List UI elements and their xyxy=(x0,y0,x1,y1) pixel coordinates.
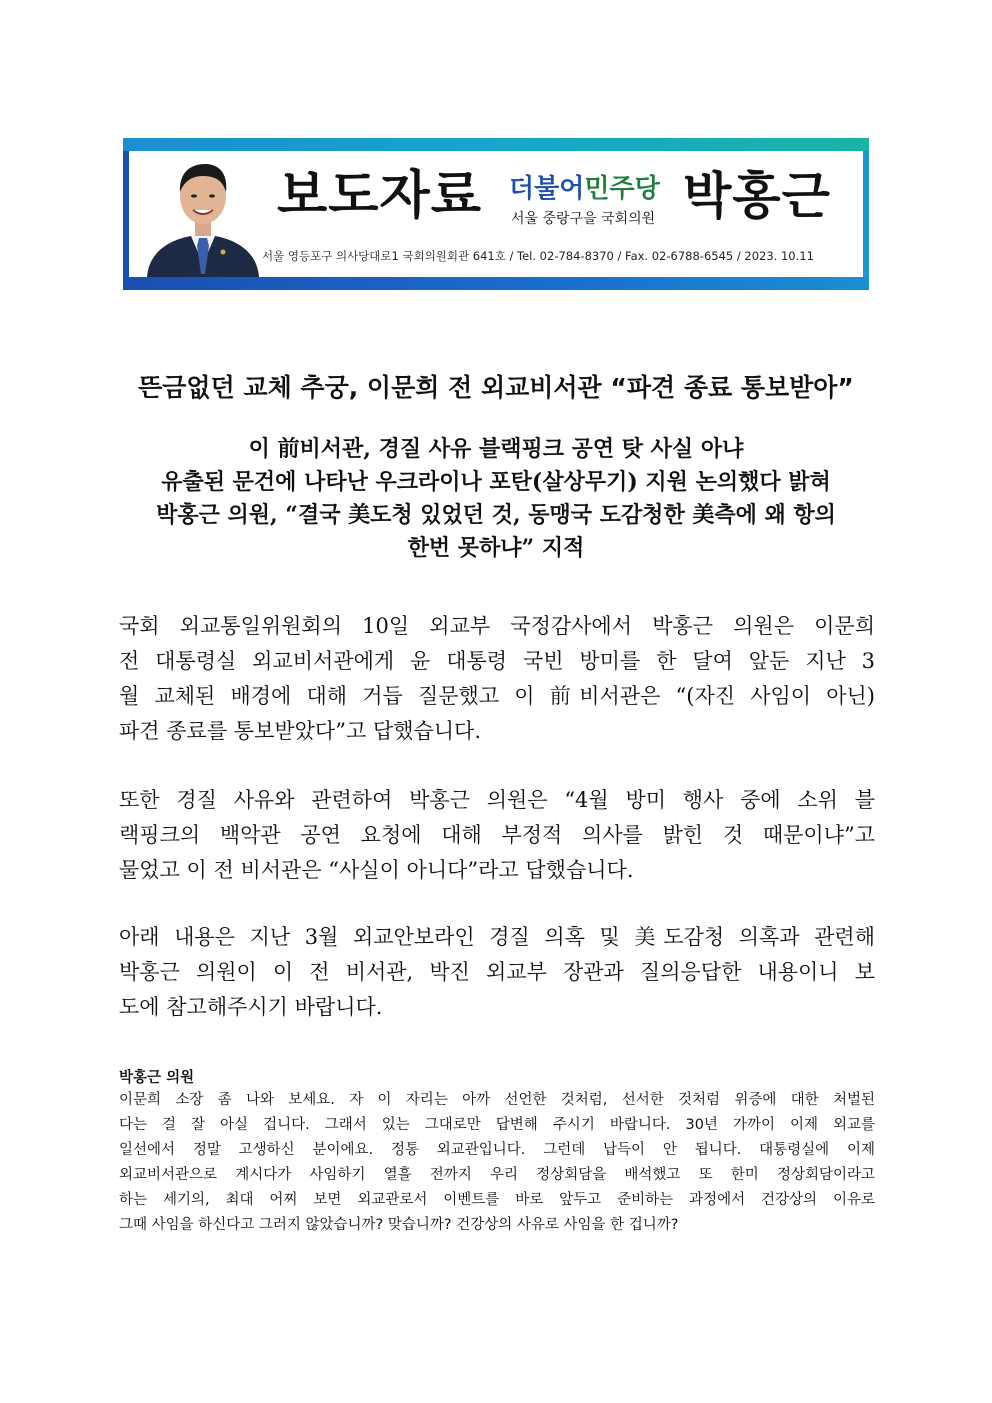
paragraph-line: 국회 외교통일위원회의 10일 외교부 국정감사에서 박홍근 의원은 이문희 xyxy=(119,614,875,638)
transcript-line: 그때 사임을 하신다고 그러지 않았습니까? 맞습니까? 건강상의 사유로 사임을 한 겁니까? xyxy=(119,1217,679,1233)
paragraph-line: 도에 참고해주시기 바랍니다. xyxy=(119,995,383,1019)
banner-bottom-bar xyxy=(123,277,869,290)
paragraph-line: 월 교체된 배경에 대해 거듭 질문했고 이 前비서관은 “(자진 사임이 아닌) xyxy=(119,684,875,708)
body-paragraph-2 xyxy=(119,783,875,888)
transcript-line: 일선에서 정말 고생하신 분이에요. 정통 외교관입니다. 그런데 납득이 안 됩니다. 대통령실에 이제 xyxy=(119,1142,875,1158)
party-name-part2: 민주당 xyxy=(584,174,660,204)
speaker-label: 박홍근 의원 xyxy=(119,1070,195,1086)
press-release-title: 보도자료 xyxy=(277,166,482,226)
banner-top-bar xyxy=(123,138,869,151)
headline: 뜬금없던 교체 추궁, 이문희 전 외교비서관 “파견 종료 통보받아” xyxy=(138,373,854,402)
press-release-banner xyxy=(123,138,869,290)
party-logo-text xyxy=(509,175,660,203)
subheading-line: 이 前비서관, 경질 사유 블랙핑크 공연 탓 사실 아냐 xyxy=(248,436,744,462)
transcript-line: 하는 세기의, 최대 어찌 보면 외교관로서 이벤트를 바로 앞두고 준비하는 과정에서 건강상의 이유로 xyxy=(119,1192,875,1208)
paragraph-line: 랙핑크의 백악관 공연 요청에 대해 부정적 의사를 밝힌 것 때문이냐”고 xyxy=(119,823,875,847)
body-paragraph-3 xyxy=(119,920,875,1025)
paragraph-line: 물었고 이 전 비서관은 “사실이 아니다”라고 답했습니다. xyxy=(119,858,634,882)
paragraph-line: 아래 내용은 지난 3월 외교안보라인 경질 의혹 및 美도감청 의혹과 관련해 xyxy=(119,925,875,949)
transcript-line: 외교비서관으로 계시다가 사임하기 열흘 전까지 우리 정상회담을 배석했고 또 한미 정상회담이라고 xyxy=(119,1167,875,1183)
transcript xyxy=(119,1088,875,1238)
party-name-part1: 더불어 xyxy=(509,174,585,204)
paragraph-line: 또한 경질 사유와 관련하여 박홍근 의원은 “4월 방미 행사 중에 소위 블 xyxy=(119,788,875,812)
subheadings xyxy=(100,433,892,565)
paragraph-line: 박홍근 의원이 이 전 비서관, 박진 외교부 장관과 질의응답한 내용이니 보 xyxy=(119,960,875,984)
subheading-line: 유출된 문건에 나타난 우크라이나 포탄(살상무기) 지원 논의했다 밝혀 xyxy=(161,469,831,495)
banner-right-edge xyxy=(863,151,869,277)
paragraph-line: 전 대통령실 외교비서관에게 윤 대통령 국빈 방미를 한 달여 앞둔 지난 3 xyxy=(119,649,875,673)
banner-left-edge xyxy=(123,151,129,277)
contact-info: 서울 영등포구 의사당대로1 국회의원회관 641호 / Tel. 02-784-8370 / Fax. 02-6788-6545 / 2023. 10.11 xyxy=(262,249,814,263)
transcript-line: 이문희 소장 좀 나와 보세요. 자 이 자리는 아까 선언한 것처럼, 선서한 것처럼 위증에 대한 처벌된 xyxy=(119,1092,875,1108)
lawmaker-name: 박홍근 xyxy=(683,167,831,225)
lawmaker-portrait-photo xyxy=(139,152,267,277)
body-paragraph-1 xyxy=(119,609,875,749)
district-label: 서울 중랑구을 국회의원 xyxy=(511,211,656,227)
subheading-line: 한번 못하냐” 지적 xyxy=(407,535,585,561)
paragraph-line: 파견 종료를 통보받았다”고 답했습니다. xyxy=(119,719,482,743)
subheading-line: 박홍근 의원, “결국 美도청 있었던 것, 동맹국 도감청한 美측에 왜 항의 xyxy=(156,502,836,528)
transcript-line: 다는 걸 잘 아실 겁니다. 그래서 있는 그대로만 답변해 주시기 바랍니다. 30년 가까이 이제 외교를 xyxy=(119,1117,875,1133)
